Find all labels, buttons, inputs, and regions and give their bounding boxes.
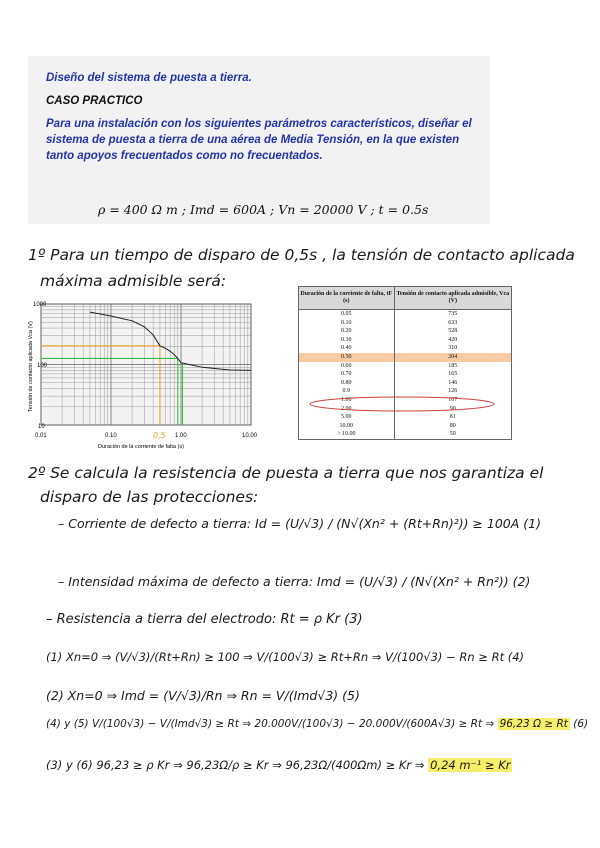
result-kr-highlight: 0,24 m⁻¹ ≥ Kr (430, 758, 511, 772)
table-cell-duration: 0.40 (299, 344, 395, 353)
contact-voltage-graph (28, 294, 290, 454)
table-cell-voltage: 50 (394, 430, 511, 439)
table-cell-voltage: 633 (394, 319, 511, 328)
table-cell-duration: 0.70 (299, 370, 395, 379)
table-cell-voltage: 107 (394, 396, 511, 405)
table-cell-voltage: 204 (394, 353, 511, 362)
table-row (299, 430, 512, 439)
parameters-line: ρ = 400 Ω m ; Imd = 600A ; Vn = 20000 V ; t = 0.5s (98, 202, 429, 217)
table-header-row (299, 287, 512, 310)
table-row (299, 370, 512, 379)
table-row (299, 396, 512, 405)
equation-6-number: (6) (573, 718, 589, 730)
equation-5: (2) Xn=0 ⇒ Imd = (V/√3)/Rn ⇒ Rn = V/(Imd√3) (5) (46, 688, 360, 703)
step1-line1: 1º Para un tiempo de disparo de 0,5s , la tensión de contacto aplicada (28, 246, 575, 264)
ytick-1000: 1000 (33, 302, 47, 308)
table-row (299, 327, 512, 336)
equation-6-text: (4) y (5) V/(100√3) − V/(Imd√3) ≥ Rt ⇒ 20.000V/(100√3) − 20.000V/(600A√3) ≥ Rt ⇒ (46, 718, 495, 730)
table-cell-voltage: 528 (394, 327, 511, 336)
xtick-0.01: 0.01 (35, 433, 47, 439)
table-row (299, 362, 512, 371)
table-cell-voltage: 126 (394, 387, 511, 396)
x-axis-label: Duración de la corriente de falta (s) (98, 444, 184, 450)
header-box (28, 56, 490, 224)
document-subtitle: CASO PRACTICO (46, 95, 143, 107)
table-row (299, 336, 512, 345)
equation-1: – Corriente de defecto a tierra: Id = (U/√3) / (N√(Xn² + (Rt+Rn)²)) ≥ 100A (1) (58, 516, 541, 531)
equation-4: (1) Xn=0 ⇒ (V/√3)/(Rt+Rn) ≥ 100 ⇒ V/(100√3) ≥ Rt+Rn ⇒ V/(100√3) − Rn ≥ Rt (4) (46, 650, 525, 664)
marker-label: 0,5 (153, 431, 166, 440)
xtick-1.00: 1.00 (175, 433, 187, 439)
table-row (299, 387, 512, 396)
table-row (299, 379, 512, 388)
table-row (299, 310, 512, 319)
table-row (299, 422, 512, 431)
equation-7 (46, 758, 512, 772)
table-header-duration: Duración de la corriente de falta, tF (s) (299, 287, 395, 310)
table-cell-duration: 0.9 (299, 387, 395, 396)
step1-line2: máxima admisible será: (40, 272, 227, 290)
step2-line1: 2º Se calcula la resistencia de puesta a tierra que nos garantiza el (28, 464, 544, 482)
ytick-100: 100 (37, 363, 48, 369)
table-row (299, 405, 512, 414)
table-cell-duration: 5.00 (299, 413, 395, 422)
table-cell-duration: 0.80 (299, 379, 395, 388)
table-row (299, 413, 512, 422)
y-axis-label: Tensión de contacto aplicada Vca (V) (28, 321, 34, 412)
table-cell-duration: 0.10 (299, 319, 395, 328)
table-cell-duration: 10.00 (299, 422, 395, 431)
equation-7-text: (3) y (6) 96,23 ≥ ρ Kr ⇒ 96,23Ω/ρ ≥ Kr ⇒ 96,23Ω/(400Ωm) ≥ Kr ⇒ (46, 758, 425, 772)
step2-line2: disparo de las protecciones: (40, 488, 259, 506)
grid-lines (41, 304, 251, 425)
table-cell-duration: 0.20 (299, 327, 395, 336)
table-cell-duration: 2.00 (299, 405, 395, 414)
table-cell-duration: 0.50 (299, 353, 395, 362)
graph-svg (28, 294, 290, 454)
table-cell-duration: 0.30 (299, 336, 395, 345)
document-title: Diseño del sistema de puesta a tierra. (46, 72, 252, 84)
table-cell-duration: 0.05 (299, 310, 395, 319)
table-body (299, 310, 512, 440)
table-cell-voltage: 165 (394, 370, 511, 379)
xtick-10.00: 10.00 (242, 433, 258, 439)
problem-statement: Para una instalación con los siguientes parámetros característicos, diseñar el sistema de puesta a tierra de una aérea de Media Tensión, en la que existen tanto apoyos frecuentados como no frecuentados. (46, 118, 472, 162)
result-rt-highlight: 96,23 Ω ≥ Rt (499, 718, 568, 730)
table-cell-voltage: 185 (394, 362, 511, 371)
table-cell-voltage: 310 (394, 344, 511, 353)
table-cell-voltage: 90 (394, 405, 511, 414)
table-cell-duration: > 10.00 (299, 430, 395, 439)
table-cell-voltage: 146 (394, 379, 511, 388)
contact-voltage-table (298, 286, 512, 440)
table-cell-voltage: 81 (394, 413, 511, 422)
table-cell-duration: 0.60 (299, 362, 395, 371)
table-row (299, 353, 512, 362)
table-cell-voltage: 420 (394, 336, 511, 345)
table-cell-voltage: 735 (394, 310, 511, 319)
table-cell-voltage: 80 (394, 422, 511, 431)
equation-3: – Resistencia a tierra del electrodo: Rt = ρ Kr (3) (46, 612, 363, 627)
equation-2: – Intensidad máxima de defecto a tierra: Imd = (U/√3) / (N√(Xn² + Rn²)) (2) (58, 574, 531, 589)
table-cell-duration: 1.00 (299, 396, 395, 405)
table-row (299, 319, 512, 328)
ytick-10: 10 (38, 424, 45, 430)
table-header-voltage: Tensión de contacto aplicada admisible, Vca (V) (394, 287, 511, 310)
equation-6 (46, 718, 588, 730)
table-row (299, 344, 512, 353)
xtick-0.10: 0.10 (105, 433, 117, 439)
